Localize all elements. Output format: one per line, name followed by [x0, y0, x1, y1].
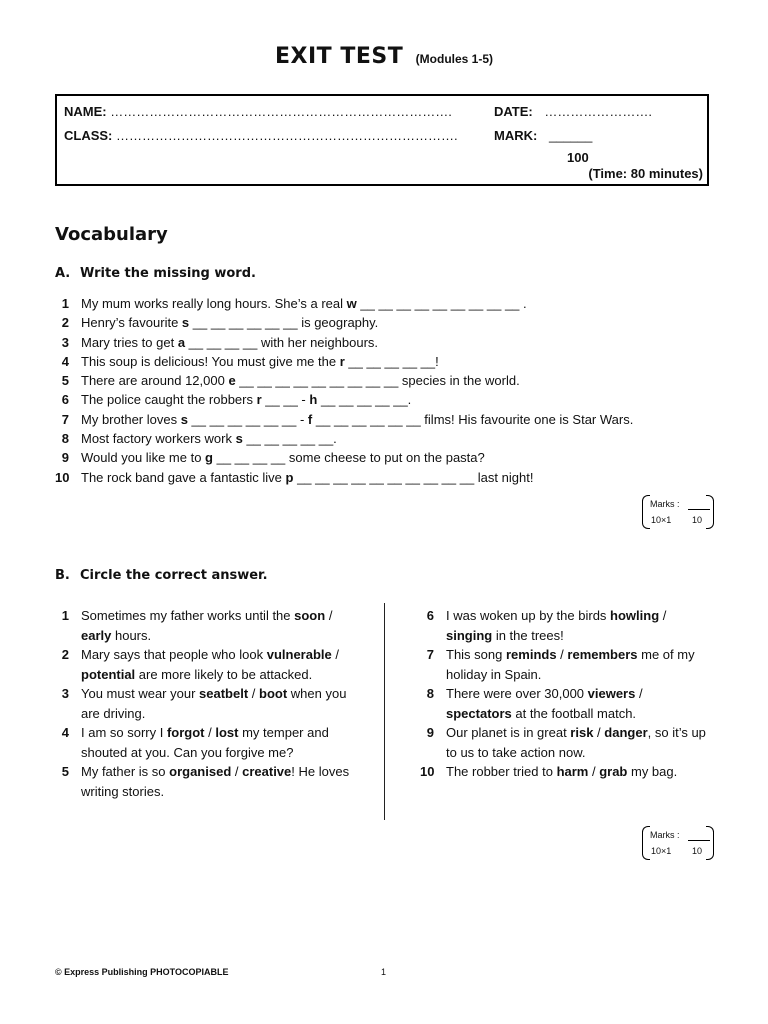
- answer-option[interactable]: forgot: [166, 725, 205, 740]
- mark-field[interactable]: MARK: ______: [494, 128, 593, 143]
- page-number: 1: [381, 967, 387, 977]
- question-item: 10 The robber tried to harm / grab my bag.: [420, 764, 678, 779]
- marks-box-b: Marks : 10×1 10: [642, 826, 714, 860]
- question-item: 4 I am so sorry I forgot / lost my temper and shouted at you. Can you forgive me?: [61, 725, 329, 760]
- answer-option[interactable]: viewers: [587, 686, 636, 701]
- date-field[interactable]: DATE: …………………….: [494, 104, 653, 119]
- answer-option[interactable]: boot: [259, 686, 288, 701]
- section-b-left-column: [55, 606, 355, 801]
- test-title: EXIT TEST: [274, 44, 404, 69]
- time-limit: (Time: 80 minutes): [588, 166, 703, 181]
- question-item: 9 Our planet is in great risk / danger, so it’s up to us to take action now.: [426, 725, 706, 760]
- page-title: [0, 44, 768, 69]
- column-divider: [384, 603, 385, 820]
- answer-option[interactable]: lost: [215, 725, 239, 740]
- answer-option[interactable]: potential: [81, 666, 136, 682]
- question-item: 6 I was woken up by the birds howling / singing in the trees!: [426, 608, 667, 643]
- question-item: 2 Mary says that people who look vulnerable / potential are more likely to be attacked.: [61, 647, 339, 682]
- answer-option[interactable]: early: [81, 627, 112, 643]
- section-a-title: A. Write the missing word.: [55, 266, 256, 281]
- answer-option[interactable]: vulnerable: [266, 647, 332, 662]
- answer-option[interactable]: seatbelt: [199, 686, 249, 701]
- answer-option[interactable]: creative: [242, 764, 292, 779]
- vocabulary-heading: Vocabulary: [55, 224, 168, 245]
- student-info-box: [55, 94, 709, 186]
- test-subtitle: (Modules 1-5): [415, 52, 494, 66]
- answer-option[interactable]: danger: [604, 725, 648, 740]
- question-item: 3 You must wear your seatbelt / boot when you are driving.: [61, 686, 347, 721]
- section-b-right-column: [420, 606, 710, 782]
- answer-option[interactable]: singing: [446, 627, 493, 643]
- answer-option[interactable]: remembers: [567, 647, 638, 662]
- footer-publisher: © Express Publishing PHOTOCOPIABLE: [55, 967, 229, 977]
- mark-total: 100: [567, 150, 589, 165]
- answer-option[interactable]: organised: [169, 764, 232, 779]
- question-item: 7 This song reminds / remembers me of my holiday in Spain.: [426, 647, 695, 682]
- answer-option[interactable]: harm: [556, 764, 589, 779]
- question-item: 5 My father is so organised / creative! He loves writing stories.: [61, 764, 350, 799]
- answer-option[interactable]: risk: [570, 725, 594, 740]
- question-item: 8 There were over 30,000 viewers / spectators at the football match.: [426, 686, 643, 721]
- marks-box-a: Marks : 10×1 10: [642, 495, 714, 529]
- section-b-title: B. Circle the correct answer.: [55, 568, 268, 583]
- answer-option[interactable]: soon: [294, 608, 326, 623]
- name-field[interactable]: NAME: …………………………………………………………………….: [64, 104, 452, 119]
- answer-option[interactable]: reminds: [505, 647, 557, 662]
- class-field[interactable]: CLASS: …………………………………………………………………….: [64, 128, 458, 143]
- answer-option[interactable]: grab: [599, 764, 628, 779]
- answer-option[interactable]: howling: [610, 608, 660, 623]
- answer-option[interactable]: spectators: [446, 705, 512, 721]
- question-item: 1 Sometimes my father works until the soon / early hours.: [61, 608, 333, 643]
